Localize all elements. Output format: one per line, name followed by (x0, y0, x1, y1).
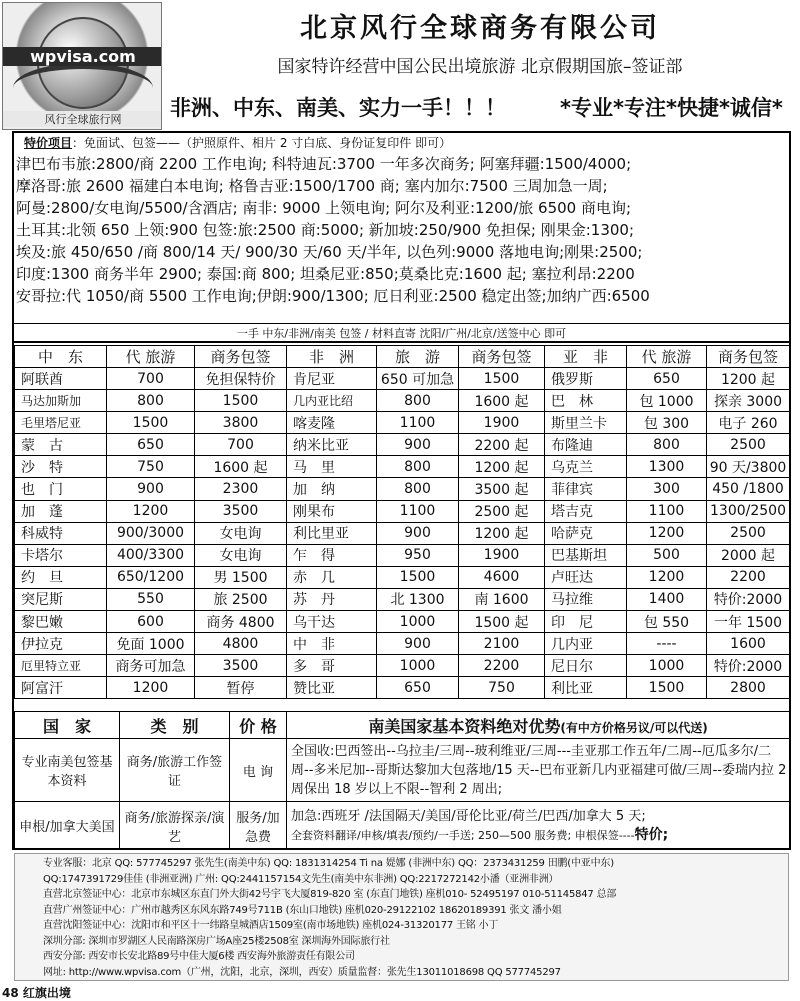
contact-line: 西安分部: 西安市长安北路89号中佳大厦6楼 西安海外旅游责任有限公司 (43, 951, 355, 962)
price-cell: 2100 (459, 633, 545, 655)
price-header-row (15, 346, 790, 368)
price-cell: 女电询 (195, 544, 287, 566)
price-cell: 2500 起 (459, 500, 545, 522)
price-cell: 旅 2500 (195, 588, 287, 610)
price-cell: 650 (107, 434, 195, 456)
country-cell: 塔吉克 (545, 500, 627, 522)
price-row (15, 588, 790, 610)
special-offer-line: 埃及:旅 450/650 /商 800/14 天/ 900/30 天/60 天/半年, 以色列:9000 落地电询;刚果:2500; (16, 243, 643, 261)
price-cell: 男 1500 (195, 566, 287, 588)
price-cell: 650 (377, 677, 459, 699)
country-cell: 阿联酋 (15, 368, 107, 390)
country-cell: 纳米比亚 (287, 434, 377, 456)
price-cell: 300 (627, 478, 707, 500)
price-cell: 800 (377, 456, 459, 478)
price-row (15, 478, 790, 500)
price-row (15, 544, 790, 566)
special-offer-line: 安哥拉:代 1050/商 5500 工作电询;伊朗:900/1300; 厄日利亚:2500 稳定出签;加纳广西:6500 (16, 287, 650, 305)
price-cell: 1000 (627, 655, 707, 677)
price-row (15, 434, 790, 456)
price-cell: 北 1300 (377, 588, 459, 610)
price-cell: ---- (627, 633, 707, 655)
contact-line: 深圳分部: 深圳市罗湖区人民南路深房广场A座25楼2508室 深圳海外国际旅行社 (43, 935, 390, 947)
price-cell: 1200 (627, 522, 707, 544)
price-cell: 3500 (195, 655, 287, 677)
country-cell: 伊拉克 (15, 633, 107, 655)
country-cell: 蒙 古 (15, 434, 107, 456)
price-header-cell: 亚 非 (545, 346, 627, 368)
country-cell: 哈萨克 (545, 522, 627, 544)
country-cell: 厄里特立亚 (15, 655, 107, 677)
info-row-price: 服务/加急费 (230, 802, 287, 850)
info-row-price: 电 询 (230, 739, 287, 802)
price-cell: 1100 (377, 500, 459, 522)
price-cell: 2800 (707, 677, 790, 699)
info-table (14, 711, 790, 850)
special-offer-line: 摩洛哥:旅 2600 福建白本电询; 格鲁吉亚:1500/1700 商; 塞内加尔:7500 三周加急一周; (16, 177, 608, 195)
price-cell: 600 (107, 611, 195, 633)
price-cell: 3800 (195, 412, 287, 434)
country-cell: 乍 得 (287, 544, 377, 566)
company-logo (2, 2, 162, 130)
price-cell: 1300 (627, 456, 707, 478)
price-row (15, 390, 790, 412)
price-header-cell: 非 洲 (287, 346, 377, 368)
price-row (15, 500, 790, 522)
price-cell: 1400 (627, 588, 707, 610)
price-cell: 特价:2000 (707, 655, 790, 677)
price-cell: 1500 (627, 677, 707, 699)
price-cell: 750 (107, 456, 195, 478)
country-cell: 几内亚比绍 (287, 390, 377, 412)
price-cell: 900 (377, 633, 459, 655)
contact-line: 直营北京签证中心：北京市东城区东直门外大街42号宇飞大厦819-820 室 (东直门地铁) 座机010- 52495197 010-51145847 总部 (43, 889, 617, 900)
special-offer-line: 津巴布韦旅:2800/商 2200 工作电询; 科特迪瓦:3700 一年多次商务; 阿塞拜疆:1500/4000; (16, 155, 632, 173)
price-cell: 1600 起 (195, 456, 287, 478)
price-cell: 2200 (707, 566, 790, 588)
price-cell: 450 /1800 (707, 478, 790, 500)
price-cell: 女电询 (195, 522, 287, 544)
country-cell: 卡塔尔 (15, 544, 107, 566)
special-offers-note: ：免面试、包签——（护照原件、相片 2 寸白底、身份证复印件 即可） (72, 136, 452, 150)
price-cell: 500 (627, 544, 707, 566)
price-cell: 800 (377, 390, 459, 412)
country-cell: 喀麦隆 (287, 412, 377, 434)
price-cell: 1200 起 (459, 522, 545, 544)
price-cell: 免担保特价 (195, 368, 287, 390)
country-cell: 尼日尔 (545, 655, 627, 677)
info-header-category: 类 别 (120, 712, 230, 739)
price-cell: 1200 起 (707, 368, 790, 390)
logo-subtitle: 风行全球旅行网 (3, 111, 162, 127)
country-cell: 加 纳 (287, 478, 377, 500)
info-header-country: 国 家 (15, 712, 120, 739)
contact-line: 直营广州签证中心：广州市越秀区东风东路749号711B (东山口地铁) 座机020-29122102 18620189391 张文 潘小姐 (43, 904, 562, 916)
page-footer: 48 红旗出境 (2, 986, 71, 1000)
special-offer-line: 土耳其:北领 650 上领:900 包签:旅:2500 商:5000; 新加坡:250/900 免担保; 刚果金:1300; (16, 221, 635, 239)
country-cell: 巴基斯坦 (545, 544, 627, 566)
price-row (15, 655, 790, 677)
country-cell: 加 蓬 (15, 500, 107, 522)
price-cell: 90 天/3800 (707, 456, 790, 478)
price-row (15, 566, 790, 588)
country-cell: 卢旺达 (545, 566, 627, 588)
price-cell: 特价:2000 (707, 588, 790, 610)
special-offer-line: 阿曼:2800/女电询/5500/含酒店; 南非: 9000 上领电询; 阿尔及利亚:1200/旅 6500 商电询; (16, 199, 632, 217)
price-cell: 1900 (459, 412, 545, 434)
special-offers-lines (14, 153, 789, 307)
price-cell: 暂停 (195, 677, 287, 699)
price-header-cell: 商务包签 (195, 346, 287, 368)
price-cell: 650/1200 (107, 566, 195, 588)
country-cell: 利比里亚 (287, 522, 377, 544)
price-cell: 3500 起 (459, 478, 545, 500)
price-header-cell: 代 旅游 (627, 346, 707, 368)
price-cell: 1100 (627, 500, 707, 522)
price-cell: 650 (627, 368, 707, 390)
price-cell: 800 (377, 478, 459, 500)
price-header-cell: 中 东 (15, 346, 107, 368)
country-cell: 马达加斯加 (15, 390, 107, 412)
price-cell: 2500 (707, 434, 790, 456)
slogan-left: 非洲、中东、南美、实力一手！！！ (170, 96, 506, 120)
country-cell: 赤 几 (287, 566, 377, 588)
price-cell: 1200 (107, 500, 195, 522)
price-cell: 950 (377, 544, 459, 566)
price-cell: 1600 起 (459, 390, 545, 412)
price-cell: 4800 (195, 633, 287, 655)
country-cell: 几内亚 (545, 633, 627, 655)
special-offer-line: 印度:1300 商务半年 2900; 泰国:商 800; 坦桑尼亚:850;莫桑比克:1600 起; 塞拉利昂:2200 (16, 265, 635, 283)
price-cell: 1500 (107, 412, 195, 434)
price-cell: 2000 起 (707, 544, 790, 566)
country-cell: 刚果布 (287, 500, 377, 522)
country-cell: 乌干达 (287, 611, 377, 633)
price-cell: 2200 起 (459, 434, 545, 456)
price-table (14, 345, 790, 699)
contact-line: QQ:1747391729佳佳 (非洲亚洲) 广州: QQ:2441157154文先生(南美中东非洲) QQ:2217272142小潘（亚洲非洲） (43, 873, 559, 885)
price-cell: 900 (377, 434, 459, 456)
price-cell: 900 (107, 478, 195, 500)
price-cell: 1000 (377, 611, 459, 633)
price-cell: 900/3000 (107, 522, 195, 544)
country-cell: 科威特 (15, 522, 107, 544)
price-row (15, 456, 790, 478)
contact-line: 专业客服：北京 QQ: 577745297 张先生(南美中东) QQ: 1831314254 Ti na 媞娜 (非洲中东) QQ：2373431259 田鹏(中亚中东) (43, 858, 614, 869)
notice-bar: 一手 中东/非洲/南美 包签 / 材料直寄 沈阳/广州/北京/送签中心 即可 (14, 323, 789, 343)
special-offers-head (14, 133, 789, 153)
country-cell: 俄罗斯 (545, 368, 627, 390)
info-detail-line (291, 826, 788, 845)
price-cell: 800 (107, 390, 195, 412)
price-cell: 550 (107, 588, 195, 610)
price-cell: 商务 4800 (195, 611, 287, 633)
info-detail-special: 特价; (634, 826, 669, 843)
contact-line: 直营沈阳签证中心：沈阳市和平区十一纬路皇城酒店1509室(南市场地铁) 座机024-31320177 王铭 小丁 (43, 920, 499, 931)
contact-line: 网址: http://www.wpvisa.com（广州，沈阳，北京，深圳，西安）质量监督：张先生13011018698 QQ 577745297 (43, 966, 561, 978)
info-row-category: 商务/旅游探亲/演艺 (120, 802, 230, 850)
country-cell: 突尼斯 (15, 588, 107, 610)
price-header-cell: 旅 游 (377, 346, 459, 368)
info-row-detail: 全国收:巴西签出--乌拉圭/三周--玻利维亚/三周---圭亚那工作五年/二周--厄瓜多尔/二周--多米尼加--哥斯达黎加大包落地/15 天--巴布亚新几内亚福建可做/三周--委瑞内拉 2 周保出 18 岁以上不限--智利 2 周出; (287, 739, 790, 802)
country-cell: 印 尼 (545, 611, 627, 633)
special-offers (14, 133, 789, 307)
info-row-category: 商务/旅游工作签证 (120, 739, 230, 802)
company-title: 北京风行全球商务有限公司 (300, 13, 660, 44)
price-row (15, 412, 790, 434)
country-cell: 毛里塔尼亚 (15, 412, 107, 434)
info-header-price: 价 格 (230, 712, 287, 739)
info-title-note: (有中方价格另议/可以代送) (560, 720, 708, 735)
country-cell: 阿富汗 (15, 677, 107, 699)
info-detail-line: 加急:西班牙 /法国隔天/美国/哥伦比亚/荷兰/巴西/加拿大 5 天; (291, 808, 646, 824)
contact-info (14, 853, 789, 981)
logo-domain: wpvisa.com (3, 47, 162, 66)
price-cell: 包 550 (627, 611, 707, 633)
special-offers-label: 特价项目 (24, 136, 73, 150)
country-cell: 黎巴嫩 (15, 611, 107, 633)
country-cell: 也 门 (15, 478, 107, 500)
info-detail-text: 全套资料翻译/申核/填表/预约/一手送; 250—500 服务费; 申根保签---- (291, 828, 635, 842)
price-cell: 1500 (195, 390, 287, 412)
country-cell: 中 非 (287, 633, 377, 655)
price-cell: 探亲 3000 (707, 390, 790, 412)
price-cell: 1600 (707, 633, 790, 655)
price-cell: 1500 (459, 368, 545, 390)
country-cell: 沙 特 (15, 456, 107, 478)
price-cell: 一年 1500 (707, 611, 790, 633)
price-cell: 免面 1000 (107, 633, 195, 655)
price-cell: 1200 (107, 677, 195, 699)
price-cell: 650 可加急 (377, 368, 459, 390)
price-row (15, 633, 790, 655)
country-cell: 巴 林 (545, 390, 627, 412)
info-header-title (287, 712, 790, 739)
info-row-country: 申根/加拿大美国 (15, 802, 120, 850)
price-cell: 700 (195, 434, 287, 456)
price-row (15, 522, 790, 544)
price-cell: 2200 (459, 655, 545, 677)
price-row (15, 368, 790, 390)
price-cell: 1100 (377, 412, 459, 434)
price-cell: 2300 (195, 478, 287, 500)
price-header-cell: 商务包签 (459, 346, 545, 368)
price-cell: 包 1000 (627, 390, 707, 412)
price-cell: 1500 (377, 566, 459, 588)
slogan-right: *专业*专注*快捷*诚信* (560, 96, 783, 120)
price-cell: 电子 260 (707, 412, 790, 434)
country-cell: 苏 丹 (287, 588, 377, 610)
country-cell: 马 里 (287, 456, 377, 478)
price-cell: 750 (459, 677, 545, 699)
info-row-detail (287, 802, 790, 850)
price-cell: 700 (107, 368, 195, 390)
price-cell: 3500 (195, 500, 287, 522)
price-cell: 1000 (377, 655, 459, 677)
price-cell: 2500 (707, 522, 790, 544)
country-cell: 马拉维 (545, 588, 627, 610)
country-cell: 布隆迪 (545, 434, 627, 456)
swirl-decoration (13, 63, 153, 113)
country-cell: 多 哥 (287, 655, 377, 677)
price-cell: 南 1600 (459, 588, 545, 610)
country-cell: 赞比亚 (287, 677, 377, 699)
price-cell: 商务可加急 (107, 655, 195, 677)
price-cell: 400/3300 (107, 544, 195, 566)
price-cell: 1200 (627, 566, 707, 588)
info-title: 南美国家基本资料绝对优势 (368, 716, 561, 736)
country-cell: 斯里兰卡 (545, 412, 627, 434)
price-cell: 1300/2500 (707, 500, 790, 522)
country-cell: 菲律宾 (545, 478, 627, 500)
country-cell: 约 旦 (15, 566, 107, 588)
price-cell: 900 (377, 522, 459, 544)
price-cell: 1500 起 (459, 611, 545, 633)
price-cell: 包 300 (627, 412, 707, 434)
price-cell: 800 (627, 434, 707, 456)
country-cell: 乌克兰 (545, 456, 627, 478)
price-row (15, 677, 790, 699)
price-header-cell: 代 旅游 (107, 346, 195, 368)
info-row-country: 专业南美包签基本资料 (15, 739, 120, 802)
country-cell: 利比亚 (545, 677, 627, 699)
price-cell: 1200 起 (459, 456, 545, 478)
price-header-cell: 商务包签 (707, 346, 790, 368)
country-cell: 肯尼亚 (287, 368, 377, 390)
company-subtitle: 国家特许经营中国公民出境旅游 北京假期国旅–签证部 (277, 57, 683, 77)
price-row (15, 611, 790, 633)
price-cell: 4600 (459, 566, 545, 588)
price-cell: 1900 (459, 544, 545, 566)
